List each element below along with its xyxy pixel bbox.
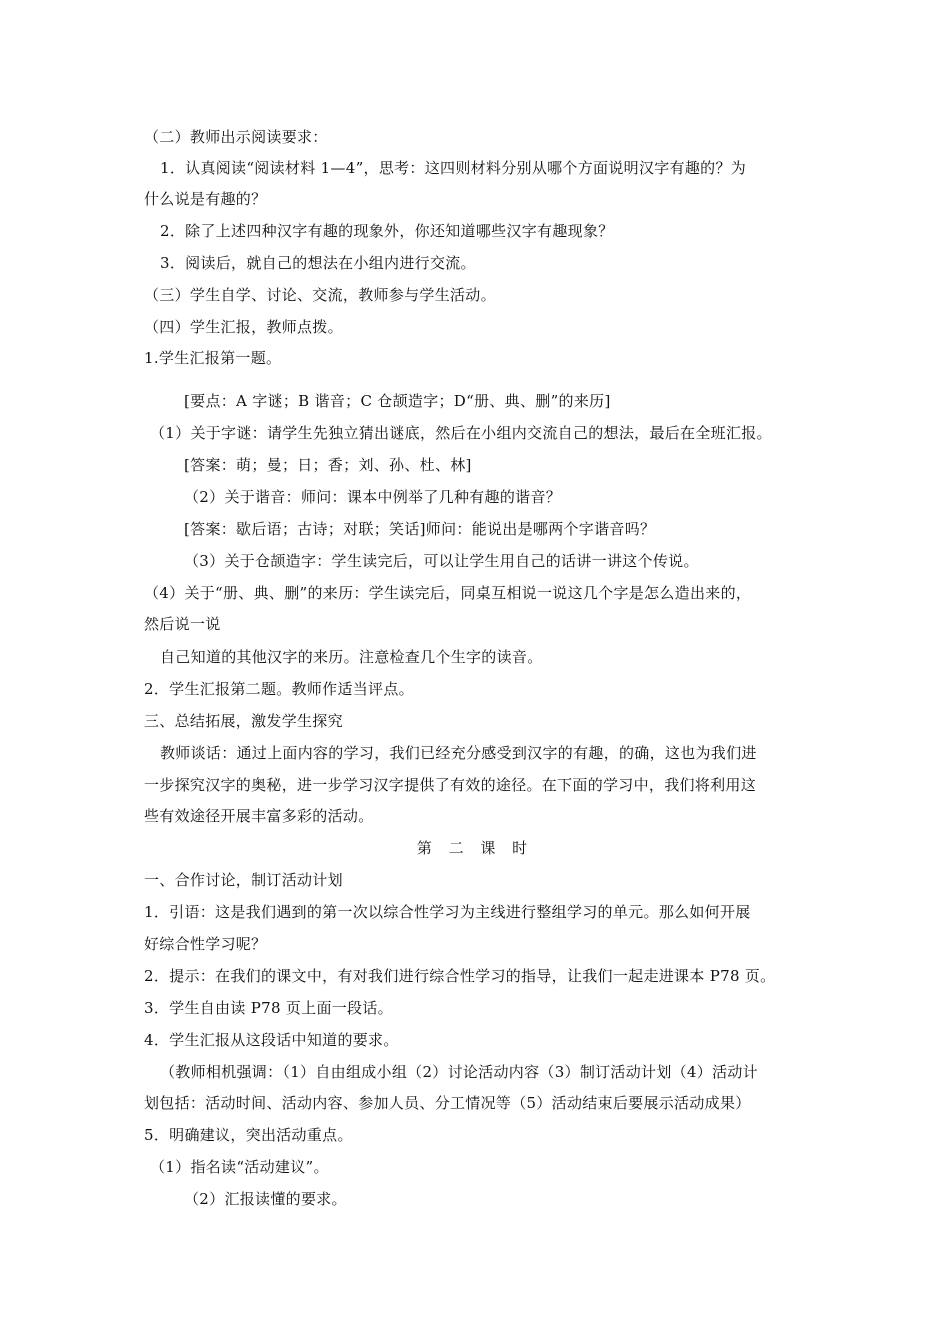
- paragraph-line: 什么说是有趣的？: [144, 190, 267, 208]
- paragraph-line: 2．提示：在我们的课文中，有对我们进行综合性学习的指导，让我们一起走进课本 P78 页。: [144, 967, 776, 985]
- paragraph-line: 然后说一说: [144, 615, 221, 633]
- paragraph-line: 划包括：活动时间、活动内容、参加人员、分工情况等（5）活动结束后要展示活动成果）: [144, 1094, 751, 1112]
- paragraph-line: （1）关于字谜：请学生先独立猜出谜底，然后在小组内交流自己的想法，最后在全班汇报。: [150, 424, 772, 442]
- paragraph-line: 一步探究汉字的奥秘，进一步学习汉字提供了有效的途径。在下面的学习中，我们将利用这: [144, 776, 757, 794]
- section-heading: 三、总结拓展，激发学生探究: [144, 712, 343, 730]
- paragraph-line: 1．引语：这是我们遇到的第一次以综合性学习为主线进行整组学习的单元。那么如何开展: [144, 903, 751, 921]
- paragraph-line: （2）关于谐音：师问：课本中例举了几种有趣的谐音？: [184, 488, 562, 506]
- subsection-heading: （三）学生自学、讨论、交流，教师参与学生活动。: [144, 286, 496, 304]
- lesson-title: 第 二 课 时: [416, 839, 534, 857]
- subsection-heading: （二）教师出示阅读要求：: [144, 128, 328, 146]
- paragraph-line: （1）指名读“活动建议”。: [150, 1158, 329, 1176]
- paragraph-line: 4．学生汇报从这段话中知道的要求。: [144, 1031, 399, 1049]
- paragraph-line: [答案：萌；曼；日；香；刘、孙、杜、林]: [184, 456, 472, 474]
- paragraph-line: 1．认真阅读“阅读材料 1—4”，思考：这四则材料分别从哪个方面说明汉字有趣的？为: [160, 159, 747, 177]
- paragraph-line: 好综合性学习呢？: [144, 935, 267, 953]
- paragraph-line: （3）关于仓颉造字：学生读完后，可以让学生用自己的话讲一讲这个传说。: [184, 552, 699, 570]
- paragraph-line: 3．阅读后，就自己的想法在小组内进行交流。: [160, 254, 476, 272]
- paragraph-line: （2）汇报读懂的要求。: [184, 1190, 347, 1208]
- paragraph-line: 2．学生汇报第二题。教师作适当评点。: [144, 680, 414, 698]
- paragraph-line: （教师相机强调：（1）自由组成小组（2）讨论活动内容（3）制订活动计划（4）活动计: [160, 1063, 758, 1081]
- paragraph-line: 3．学生自由读 P78 页上面一段话。: [144, 999, 393, 1017]
- paragraph-line: 1.学生汇报第一题。: [144, 349, 282, 367]
- section-heading: 一、合作讨论，制订活动计划: [144, 871, 343, 889]
- paragraph-line: 2．除了上述四种汉字有趣的现象外，你还知道哪些汉字有趣现象？: [160, 222, 614, 240]
- paragraph-line: （4）关于“册、典、删”的来历：学生读完后，同桌互相说一说这几个字是怎么造出来的，: [144, 584, 752, 602]
- paragraph-line: 些有效途径开展丰富多彩的活动。: [144, 807, 374, 825]
- paragraph-line: [答案：歇后语；古诗；对联；笑话]师问：能说出是哪两个字谐音吗？: [184, 520, 656, 538]
- paragraph-line: 教师谈话：通过上面内容的学习，我们已经充分感受到汉字的有趣，的确，这也为我们进: [160, 744, 757, 762]
- paragraph-line: 5．明确建议，突出活动重点。: [144, 1126, 353, 1144]
- subsection-heading: （四）学生汇报，教师点拨。: [144, 318, 343, 336]
- paragraph-line: 自己知道的其他汉字的来历。注意检查几个生字的读音。: [160, 648, 543, 666]
- paragraph-line: [要点：A 字谜；B 谐音；C 仓颉造字；D“册、典、删”的来历]: [184, 392, 611, 410]
